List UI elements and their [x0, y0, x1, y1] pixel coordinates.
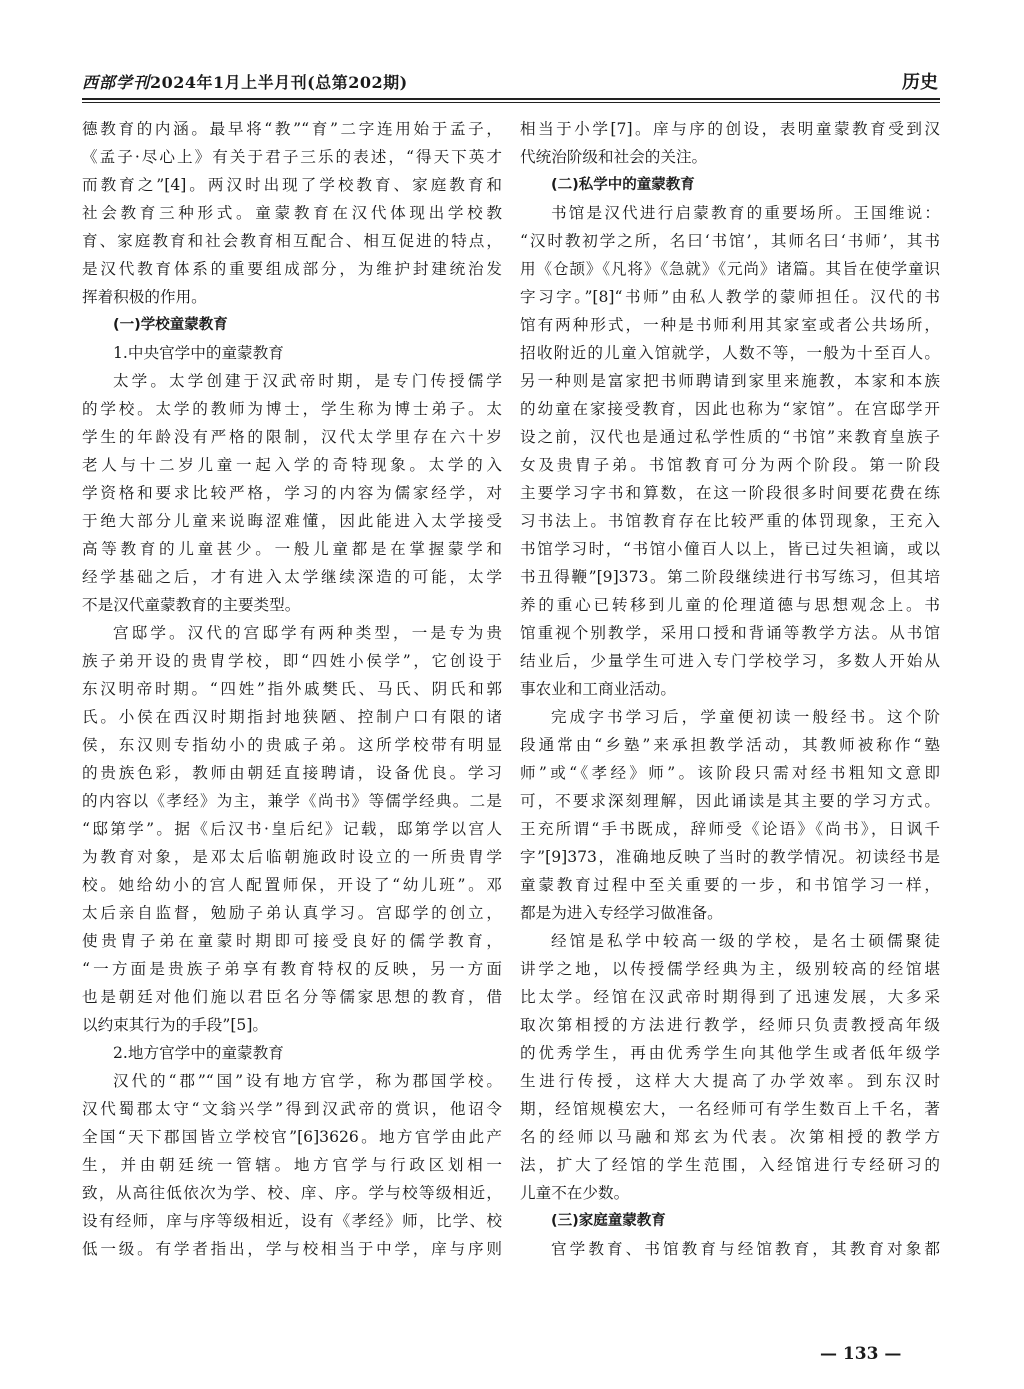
text-line: 经学基础之后，才有进入太学继续深造的可能，太学: [82, 568, 502, 586]
text-line: 于绝大部分儿童来说晦涩难懂，因此能进入太学接受: [82, 512, 502, 530]
header-rule-thin: [82, 102, 940, 103]
text-line: 字习字。”[8]“书师”由私人教学的蒙师担任。汉代的书: [520, 288, 940, 306]
text-line: 师”或“《孝经》师”。该阶段只需对经书粗知文意即: [520, 764, 940, 782]
text-line: 为教育对象，是邓太后临朝施政时设立的一所贵胄学: [82, 848, 502, 866]
text-line: “邸第学”。据《后汉书·皇后纪》记载，邸第学以宫人: [82, 820, 502, 838]
text-line: 另一种则是富家把书师聘请到家里来施教，本家和本族: [520, 372, 940, 390]
text-line: 的优秀学生，再由优秀学生向其他学生或者低年级学: [520, 1044, 940, 1062]
text-line: 低一级。有学者指出，学与校相当于中学，庠与序则: [82, 1240, 502, 1258]
text-line: 女及贵胄子弟。书馆教育可分为两个阶段。第一阶段: [520, 456, 940, 474]
text-line: 学资格和要求比较严格，学习的内容为儒家经学，对: [82, 484, 502, 502]
text-line: 育、家庭教育和社会教育相互配合、相互促进的特点，: [82, 232, 502, 250]
text-line: 老人与十二岁儿童一起入学的奇特现象。太学的入: [82, 456, 502, 474]
text-line: 取次第相授的方法进行教学，经师只负责教授高年级: [520, 1016, 940, 1034]
text-line: 的幼童在家接受教育，因此也称为“家馆”。在宫邸学开: [520, 400, 940, 418]
text-line: 书馆是汉代进行启蒙教育的重要场所。王国维说：: [551, 204, 940, 222]
text-line: 养的重心已转移到儿童的伦理道德与思想观念上。书: [520, 596, 940, 614]
text-line: 期，经馆规模宏大，一名经师可有学生数百上千名，著: [520, 1100, 940, 1118]
text-line: 使贵胄子弟在童蒙时期即可接受良好的儒学教育，: [82, 932, 502, 950]
text-line: 学生的年龄没有严格的限制，汉代太学里存在六十岁: [82, 428, 502, 446]
text-line: 可，不要求深刻理解，因此诵读是其主要的学习方式。: [520, 792, 940, 810]
text-line: 招收附近的儿童入馆就学，人数不等，一般为十至百人。: [520, 344, 940, 362]
text-line: 官学教育、书馆教育与经馆教育，其教育对象都: [551, 1240, 940, 1258]
text-line: 氏。小侯在西汉时期指封地狭陋、控制户口有限的诸: [82, 708, 502, 726]
text-line: 族子弟开设的贵胄学校，即“四姓小侯学”，它创设于: [82, 652, 502, 670]
text-line: 段通常由“乡塾”来承担教学活动，其教师被称作“塾: [520, 736, 940, 754]
text-line: 高等教育的儿童甚少。一般儿童都是在掌握蒙学和: [82, 540, 502, 558]
text-line: 馆有两种形式，一种是书师利用其家室或者公共场所，: [520, 316, 940, 334]
text-line: 结业后，少量学生可进入专门学校学习，多数人开始从: [520, 652, 940, 670]
text-line: 比太学。经馆在汉武帝时期得到了迅速发展，大多采: [520, 988, 940, 1006]
text-line: 的内容以《孝经》为主，兼学《尚书》等儒学经典。二是: [82, 792, 502, 810]
text-line: 挥着积极的作用。: [82, 288, 207, 306]
header-rule: [82, 98, 940, 100]
text-line: 书丑得鞭”[9]373。第二阶段继续进行书写练习，但其培: [520, 568, 940, 586]
text-line: 也是朝廷对他们施以君臣名分等儒家思想的教育，借: [82, 988, 502, 1006]
text-line: 德教育的内涵。最早将“教”“育”二字连用始于孟子，: [82, 120, 502, 138]
text-line: 生，并由朝廷统一管辖。地方官学与行政区划相一: [82, 1156, 502, 1174]
section-heading: (一)学校童蒙教育: [113, 317, 228, 333]
text-line: “一方面是贵族子弟享有教育特权的反映，另一方面: [82, 960, 502, 978]
text-line: 都是为进入专经学习做准备。: [520, 904, 723, 922]
text-line: 用《仓颉》《凡将》《急就》《元尚》诸篇。其旨在使学童识: [520, 260, 940, 278]
text-line: 相当于小学[7]。庠与序的创设，表明童蒙教育受到汉: [520, 120, 940, 138]
text-line: 生进行传授，这样大大提高了办学效率。到东汉时: [520, 1072, 940, 1090]
text-line: 而教育之”[4]。两汉时出现了学校教育、家庭教育和: [82, 176, 502, 194]
text-line: 代统治阶级和社会的关注。: [520, 148, 708, 166]
subsection-heading: 2.地方官学中的童蒙教育: [113, 1044, 284, 1062]
text-line: 是汉代教育体系的重要组成部分，为维护封建统治发: [82, 260, 502, 278]
text-line: 经馆是私学中较高一级的学校，是名士硕儒聚徒: [551, 932, 940, 950]
section-heading: (二)私学中的童蒙教育: [551, 177, 695, 193]
text-line: 事农业和工商业活动。: [520, 680, 676, 698]
text-line: “汉时教初学之所，名曰‘书馆’，其师名曰‘书师’，其书: [520, 232, 940, 250]
text-line: 社会教育三种形式。童蒙教育在汉代体现出学校教: [82, 204, 502, 222]
text-line: 致，从高往低依次为学、校、庠、序。学与校等级相近，: [82, 1184, 502, 1202]
left-column: [82, 115, 502, 1263]
page-number: — 133 —: [820, 1344, 902, 1364]
text-line: 全国“天下郡国皆立学校官”[6]3626。地方官学由此产: [82, 1128, 502, 1146]
text-line: 设之前，汉代也是通过私学性质的“书馆”来教育皇族子: [520, 428, 940, 446]
text-line: 字”[9]373，准确地反映了当时的教学情况。初读经书是: [520, 848, 940, 866]
running-header: [82, 66, 940, 102]
text-line: 儿童不在少数。: [520, 1184, 630, 1202]
text-line: 设有经师，庠与序等级相近，设有《孝经》师，比学、校: [82, 1212, 502, 1230]
text-line: 完成字书学习后，学童便初读一般经书。这个阶: [551, 708, 940, 726]
text-line: 不是汉代童蒙教育的主要类型。: [82, 596, 301, 614]
text-line: 太学。太学创建于汉武帝时期，是专门传授儒学: [113, 372, 502, 390]
journal-name: 西部学刊: [82, 73, 151, 92]
text-line: 校。她给幼小的宫人配置师保，开设了“幼儿班”。邓: [82, 876, 502, 894]
text-line: 《孟子·尽心上》有关于君子三乐的表述，“得天下英才: [82, 148, 502, 166]
text-line: 东汉明帝时期。“四姓”指外戚樊氏、马氏、阴氏和郭: [82, 680, 502, 698]
text-line: 名的经师以马融和郑玄为代表。次第相授的教学方: [520, 1128, 940, 1146]
text-line: 汉代的“郡”“国”设有地方官学，称为郡国学校。: [113, 1072, 502, 1090]
text-line: 汉代蜀郡太守“文翁兴学”得到汉武帝的赏识，他诏令: [82, 1100, 502, 1118]
text-line: 太后亲自监督，勉励子弟认真学习。宫邸学的创立，: [82, 904, 502, 922]
text-line: 书馆学习时，“书馆小僮百人以上，皆已过失袒谪，或以: [520, 540, 940, 558]
text-line: 讲学之地，以传授儒学经典为主，级别较高的经馆堪: [520, 960, 940, 978]
text-line: 以约束其行为的手段”[5]。: [82, 1016, 268, 1034]
text-line: 的学校。太学的教师为博士，学生称为博士弟子。太: [82, 400, 502, 418]
text-line: 主要学习字书和算数，在这一阶段很多时间要花费在练: [520, 484, 940, 502]
text-line: 童蒙教育过程中至关重要的一步，和书馆学习一样，: [520, 876, 940, 894]
text-line: 宫邸学。汉代的宫邸学有两种类型，一是专为贵: [113, 624, 502, 642]
text-line: 王充所谓“手书既成，辞师受《论语》《尚书》，日讽千: [520, 820, 940, 838]
subsection-heading: 1.中央官学中的童蒙教育: [113, 344, 284, 362]
text-line: 法，扩大了经馆的学生范围，入经馆进行专经研习的: [520, 1156, 940, 1174]
text-line: 的贵族色彩，教师由朝廷直接聘请，设备优良。学习: [82, 764, 502, 782]
journal-issue-label: [82, 70, 408, 93]
section-title: 历史: [902, 72, 938, 93]
text-line: 侯，东汉则专指幼小的贵戚子弟。这所学校带有明显: [82, 736, 502, 754]
text-line: 馆重视个别教学，采用口授和背诵等教学方法。从书馆: [520, 624, 940, 642]
right-column: [520, 115, 940, 1263]
issue-info: 2024年1月上半月刊(总第202期): [150, 73, 408, 92]
section-heading: (三)家庭童蒙教育: [551, 1213, 666, 1229]
text-line: 习书法上。书馆教育存在比较严重的体罚现象，王充入: [520, 512, 940, 530]
